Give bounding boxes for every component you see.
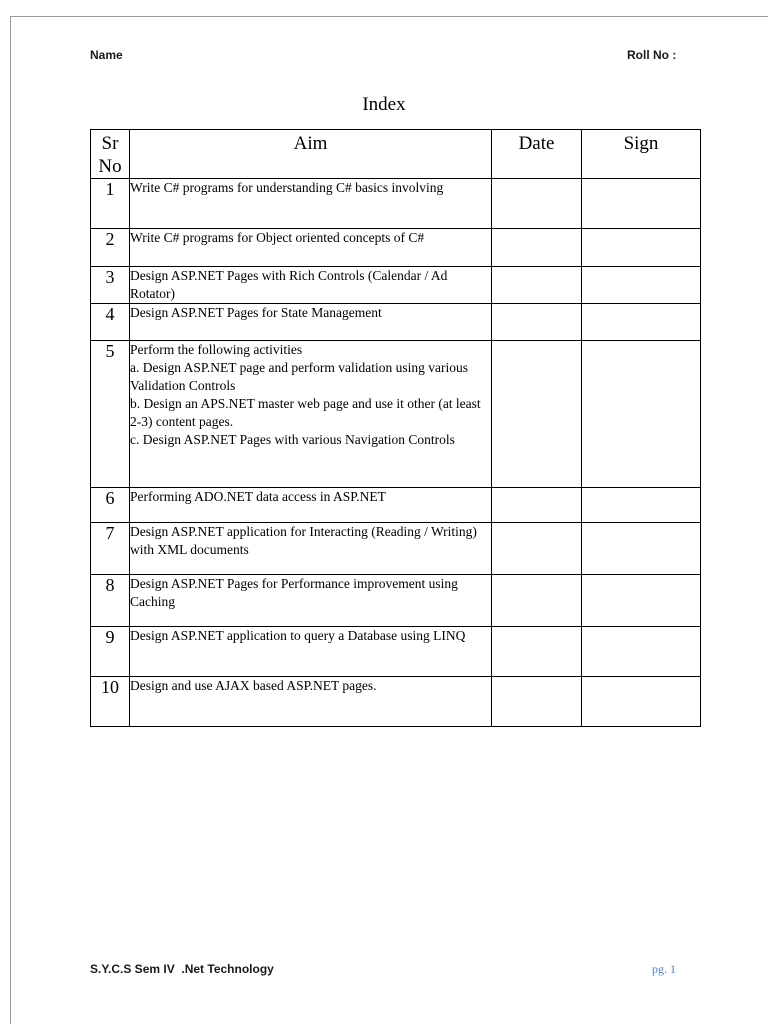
row-sign <box>582 677 701 727</box>
row-date <box>492 677 582 727</box>
row-date <box>492 627 582 677</box>
row-sign <box>582 627 701 677</box>
row-aim: Design ASP.NET Pages with Rich Controls (Calendar / Ad Rotator) <box>130 267 492 304</box>
row-sign <box>582 523 701 575</box>
row-sr: 5 <box>91 341 130 488</box>
row-aim: Design ASP.NET application for Interacting (Reading / Writing) with XML documents <box>130 523 492 575</box>
table-row <box>91 304 701 341</box>
index-table <box>90 129 701 727</box>
row-sign <box>582 229 701 267</box>
row-sr: 2 <box>91 229 130 267</box>
roll-no-label: Roll No : <box>627 48 677 62</box>
row-aim: Design ASP.NET Pages for State Management <box>130 304 492 341</box>
row-sign <box>582 488 701 523</box>
row-date <box>492 179 582 229</box>
row-date <box>492 575 582 627</box>
row-sign <box>582 267 701 304</box>
col-header-sr-no: Sr No <box>91 130 130 179</box>
table-row <box>91 677 701 727</box>
row-sign <box>582 575 701 627</box>
table-row <box>91 523 701 575</box>
col-header-date: Date <box>492 130 582 179</box>
row-aim: Performing ADO.NET data access in ASP.NET <box>130 488 492 523</box>
row-sr: 8 <box>91 575 130 627</box>
row-aim: Write C# programs for understanding C# basics involving <box>130 179 492 229</box>
col-header-sign: Sign <box>582 130 701 179</box>
row-sr: 6 <box>91 488 130 523</box>
row-sr: 4 <box>91 304 130 341</box>
row-date <box>492 523 582 575</box>
row-aim: Write C# programs for Object oriented concepts of C# <box>130 229 492 267</box>
row-sr: 7 <box>91 523 130 575</box>
row-sign <box>582 304 701 341</box>
table-row <box>91 627 701 677</box>
row-date <box>492 304 582 341</box>
row-date <box>492 267 582 304</box>
table-row <box>91 179 701 229</box>
table-row <box>91 488 701 523</box>
name-label: Name <box>90 48 123 62</box>
row-aim: Design and use AJAX based ASP.NET pages. <box>130 677 492 727</box>
table-row <box>91 229 701 267</box>
table-row <box>91 267 701 304</box>
table-row <box>91 341 701 488</box>
row-sr: 3 <box>91 267 130 304</box>
row-date <box>492 341 582 488</box>
table-row <box>91 575 701 627</box>
col-header-aim: Aim <box>130 130 492 179</box>
footer-course: S.Y.C.S Sem IV .Net Technology <box>90 962 274 976</box>
row-aim: Design ASP.NET application to query a Database using LINQ <box>130 627 492 677</box>
page-number: pg. 1 <box>652 962 676 976</box>
row-date <box>492 488 582 523</box>
row-date <box>492 229 582 267</box>
table-header-row <box>91 130 701 179</box>
row-aim: Perform the following activities a. Design ASP.NET page and perform validation using various Validation Controls b. Design an APS.NET master web page and use it other (at least 2-3) content pages. c. Design ASP.NET Pages with various Navigation Controls <box>130 341 492 488</box>
row-sign <box>582 341 701 488</box>
row-sr: 9 <box>91 627 130 677</box>
row-sr: 1 <box>91 179 130 229</box>
row-aim: Design ASP.NET Pages for Performance improvement using Caching <box>130 575 492 627</box>
row-sr: 10 <box>91 677 130 727</box>
row-sign <box>582 179 701 229</box>
page-title: Index <box>362 94 406 115</box>
